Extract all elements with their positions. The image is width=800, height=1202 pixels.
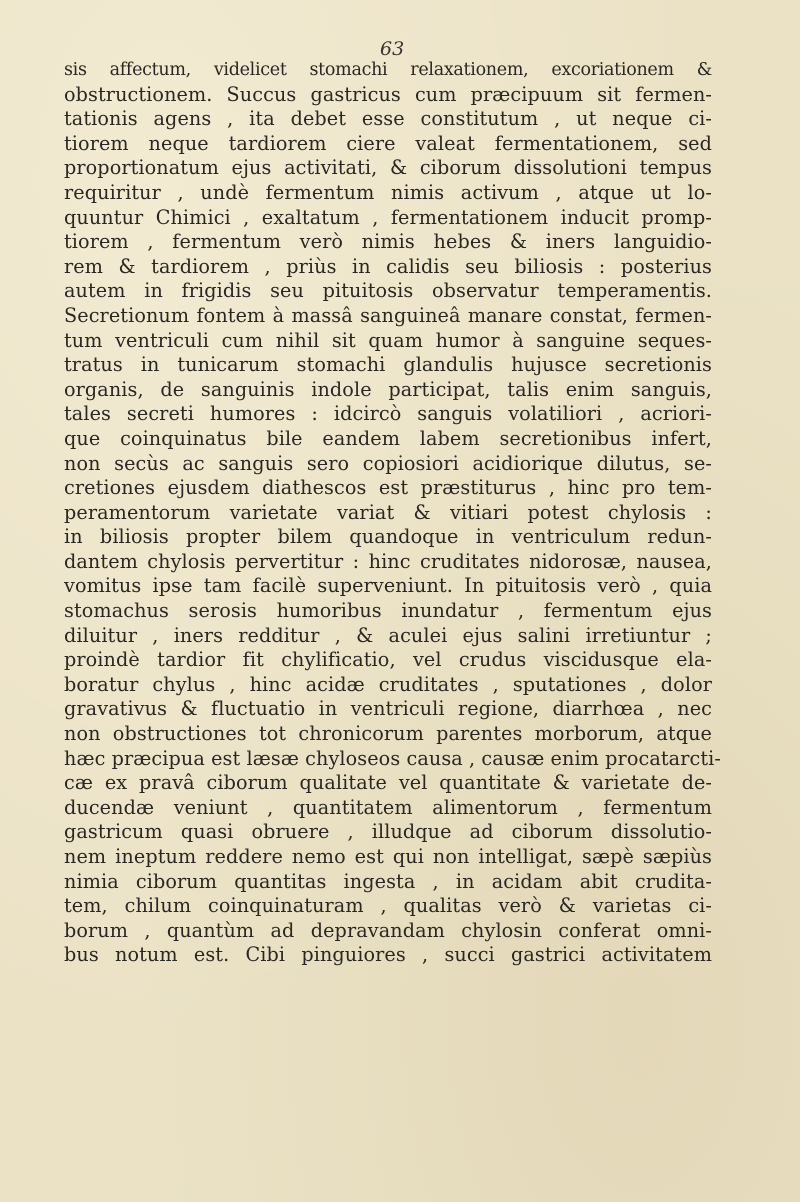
text-line: tiorem , fermentum verò nimis hebes & iners languidio- bbox=[64, 230, 712, 254]
body-text bbox=[64, 58, 721, 968]
text-line: requiritur , undè fermentum nimis activum , atque ut lo- bbox=[64, 180, 712, 204]
text-line: organis, de sanguinis indole participat, talis enim sanguis, bbox=[64, 377, 712, 401]
text-line: sis affectum, videlicet stomachi relaxationem, excoriationem & bbox=[64, 60, 712, 80]
text-line: bus notum est. Cibi pinguiores , succi gastrici activitatem bbox=[64, 943, 712, 967]
text-line: tationis agens , ita debet esse constitutum , ut neque ci- bbox=[64, 107, 712, 131]
text-line: tiorem neque tardiorem ciere valeat fermentationem, sed bbox=[64, 131, 712, 155]
text-line: borum , quantùm ad depravandam chylosin conferat omni- bbox=[64, 918, 712, 942]
text-line: boratur chylus , hinc acidæ cruditates , sputationes , dolor bbox=[64, 672, 712, 696]
text-line: tratus in tunicarum stomachi glandulis hujusce secretionis bbox=[64, 353, 712, 377]
text-line: vomitus ipse tam facilè superveniunt. In pituitosis verò , quia bbox=[64, 574, 712, 598]
text-line: ducendæ veniunt , quantitatem alimentorum , fermentum bbox=[64, 795, 712, 819]
text-line: nimia ciborum quantitas ingesta , in acidam abit crudita- bbox=[64, 869, 712, 893]
text-line: non obstructiones tot chronicorum parentes morborum, atque bbox=[64, 722, 712, 746]
text-line: cæ ex pravâ ciborum qualitate vel quantitate & varietate de- bbox=[64, 771, 712, 795]
text-line: tales secreti humores : idcircò sanguis volatiliori , acriori- bbox=[64, 402, 712, 426]
text-line: hæc præcipua est læsæ chyloseos causa , causæ enim procatarcti- bbox=[64, 746, 721, 770]
text-line: quuntur Chimici , exaltatum , fermentationem inducit promp- bbox=[64, 205, 712, 229]
text-line: tum ventriculi cum nihil sit quam humor à sanguine seques- bbox=[64, 328, 712, 352]
text-line: proindè tardior fit chylificatio, vel crudus viscidusque ela- bbox=[64, 648, 712, 672]
text-line: dantem chylosis pervertitur : hinc cruditates nidorosæ, nausea, bbox=[64, 549, 712, 573]
page-number: 63 bbox=[380, 38, 405, 60]
text-line: diluitur , iners redditur , & aculei ejus salini irretiuntur ; bbox=[64, 623, 712, 647]
text-line: Secretionum fontem à massâ sanguineâ manare constat, fermen- bbox=[64, 303, 712, 327]
text-line: que coinquinatus bile eandem labem secretionibus infert, bbox=[64, 426, 712, 450]
text-line: peramentorum varietate variat & vitiari potest chylosis : bbox=[64, 500, 712, 524]
text-line: autem in frigidis seu pituitosis observatur temperamentis. bbox=[64, 279, 712, 303]
text-line: cretiones ejusdem diathescos est præstiturus , hinc pro tem- bbox=[64, 476, 712, 500]
text-line: stomachus serosis humoribus inundatur , fermentum ejus bbox=[64, 599, 712, 623]
text-line: gastricum quasi obruere , illudque ad ciborum dissolutio- bbox=[64, 820, 712, 844]
text-line: tem, chilum coinquinaturam , qualitas verò & varietas ci- bbox=[64, 894, 712, 918]
text-line: rem & tardiorem , priùs in calidis seu biliosis : posterius bbox=[64, 254, 712, 278]
text-line: nem ineptum reddere nemo est qui non intelligat, sæpè sæpiùs bbox=[64, 845, 712, 868]
text-line: obstructionem. Succus gastricus cum præcipuum sit fermen- bbox=[64, 82, 712, 106]
text-line: proportionatum ejus activitati, & ciborum dissolutioni tempus bbox=[64, 156, 712, 180]
text-line: gravativus & fluctuatio in ventriculi regione, diarrhœa , nec bbox=[64, 697, 712, 721]
text-line: in biliosis propter bilem quandoque in ventriculum redun- bbox=[64, 525, 712, 549]
text-line: non secùs ac sanguis sero copiosiori acidiorique dilutus, se- bbox=[64, 451, 712, 475]
